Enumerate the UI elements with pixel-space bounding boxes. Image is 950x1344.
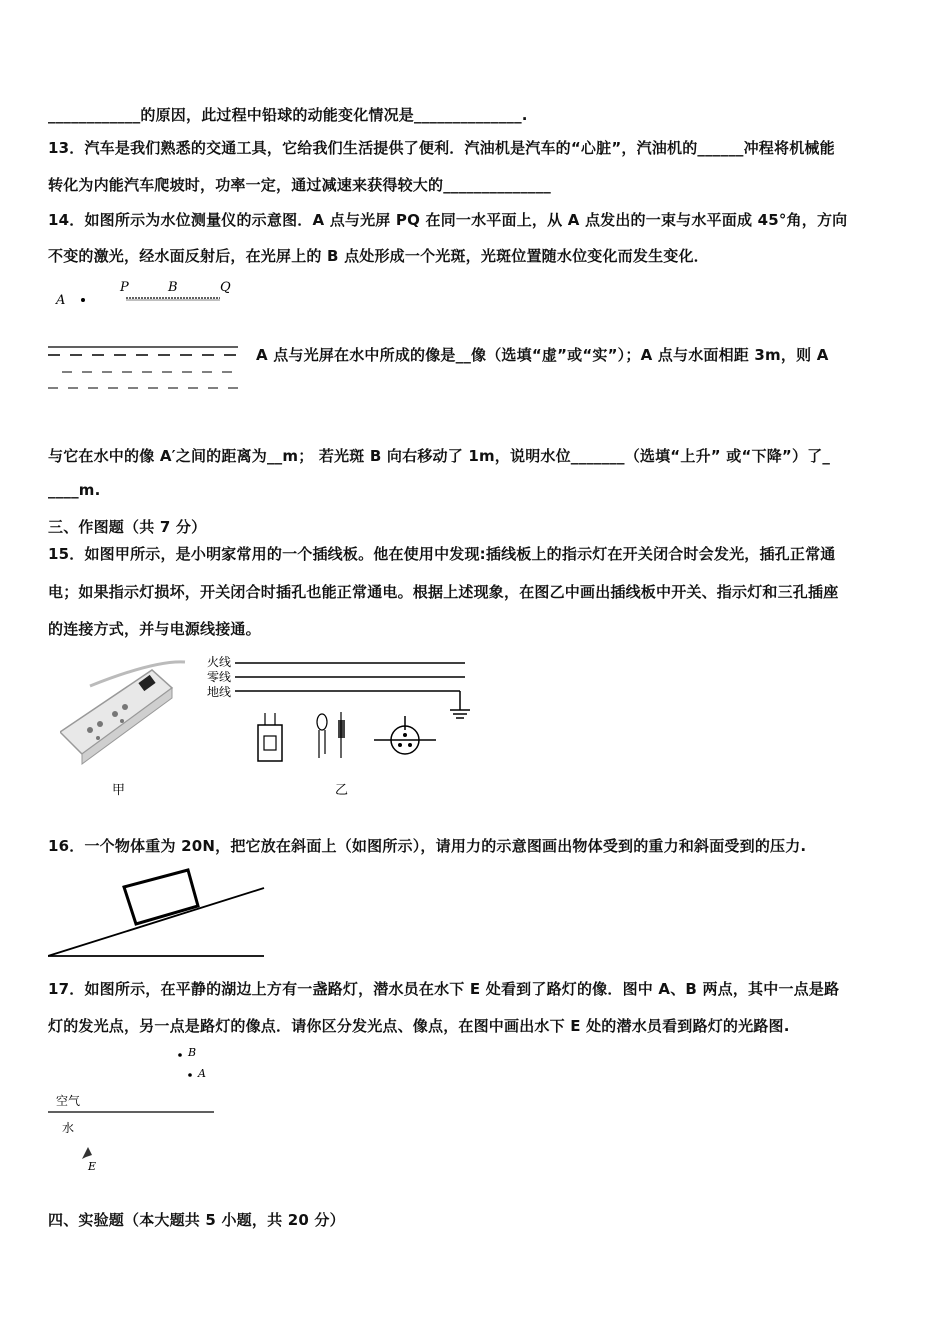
diver-icon [82, 1147, 92, 1159]
water-level-figure-top [48, 276, 248, 311]
water-surface-figure [48, 345, 243, 395]
point-b-label: B [188, 1046, 197, 1059]
question-14-line-1: 14．如图所示为水位测量仪的示意图．A 点与光屏 PQ 在同一水平面上，从 A 点发出的一束与水平面成 45°角，方向 [48, 211, 848, 229]
point-a-dot [81, 298, 85, 302]
power-strip-image [60, 662, 185, 764]
socket-symbol [374, 716, 436, 754]
section-4-heading: 四、实验题（本大题共 5 小题，共 20 分） [48, 1211, 345, 1229]
point-a-label: A [56, 293, 66, 308]
point-a-dot [188, 1073, 192, 1077]
section-3-heading: 三、作图题（共 7 分） [48, 518, 207, 536]
lake-light-figure [48, 1043, 228, 1173]
question-13-line-2: 转化为内能汽车爬坡时，功率一定，通过减速来获得较大的______________ [48, 176, 552, 194]
air-label: 空气 [56, 1094, 81, 1108]
point-b-dot [178, 1053, 182, 1057]
figure-jia-label: 甲 [112, 783, 126, 798]
block-on-incline [124, 870, 198, 924]
point-e-label: E [88, 1160, 97, 1173]
figure-yi-label: 乙 [335, 783, 349, 798]
question-17-line-1: 17．如图所示，在平静的湖边上方有一盏路灯，潜水员在水下 E 处看到了路灯的像．图中 A、B 两点，其中一点是路 [48, 980, 840, 998]
point-a-label: A [198, 1067, 206, 1080]
question-16: 16．一个物体重为 20N，把它放在斜面上（如图所示），请用力的示意图画出物体受到的重力和斜面受到的压力. [48, 837, 807, 855]
water-label: 水 [62, 1121, 75, 1135]
point-p-label: P [120, 280, 129, 295]
question-14-line-3: A 点与光屏在水中所成的像是__像（选填“虚”或“实”）；A 点与水面相距 3m，则 A [256, 346, 829, 364]
incline-figure [48, 868, 278, 958]
text-line-1: ____________的原因，此过程中铅球的动能变化情况是______________. [48, 106, 528, 124]
indicator-lamp-symbol [317, 712, 345, 758]
question-15-line-3: 的连接方式，并与电源线接通。 [48, 620, 261, 638]
point-q-label: Q [220, 280, 231, 295]
question-14-line-2: 不变的激光，经水面反射后，在光屏上的 B 点处形成一个光斑，光斑位置随水位变化而发生变化． [48, 247, 709, 265]
question-14-line-4: 与它在水中的像 A′之间的距离为__m； 若光斑 B 向右移动了 1m，说明水位_______（选填“上升” 或“下降”）了_ [48, 447, 831, 465]
question-14-line-5: ____m. [48, 481, 101, 499]
question-15-line-1: 15．如图甲所示，是小明家常用的一个插线板。他在使用中发现:插线板上的指示灯在开关闭合时会发光，插孔正常通 [48, 545, 836, 563]
live-wire-label: 火线 [207, 655, 232, 669]
neutral-wire-label: 零线 [207, 670, 232, 684]
power-strip-figure [60, 650, 500, 800]
question-17-line-2: 灯的发光点，另一点是路灯的像点．请你区分发光点、像点，在图中画出水下 E 处的潜水员看到路灯的光路图. [48, 1017, 790, 1035]
switch-symbol [258, 713, 282, 761]
question-15-line-2: 电；如果指示灯损坏，开关闭合时插孔也能正常通电。根据上述现象，在图乙中画出插线板中开关、指示灯和三孔插座 [48, 583, 839, 601]
ground-wire-label: 地线 [207, 685, 232, 699]
question-13-line-1: 13．汽车是我们熟悉的交通工具，它给我们生活提供了便利．汽油机是汽车的“心脏”，汽油机的______冲程将机械能 [48, 139, 835, 157]
point-b-label: B [168, 280, 178, 295]
